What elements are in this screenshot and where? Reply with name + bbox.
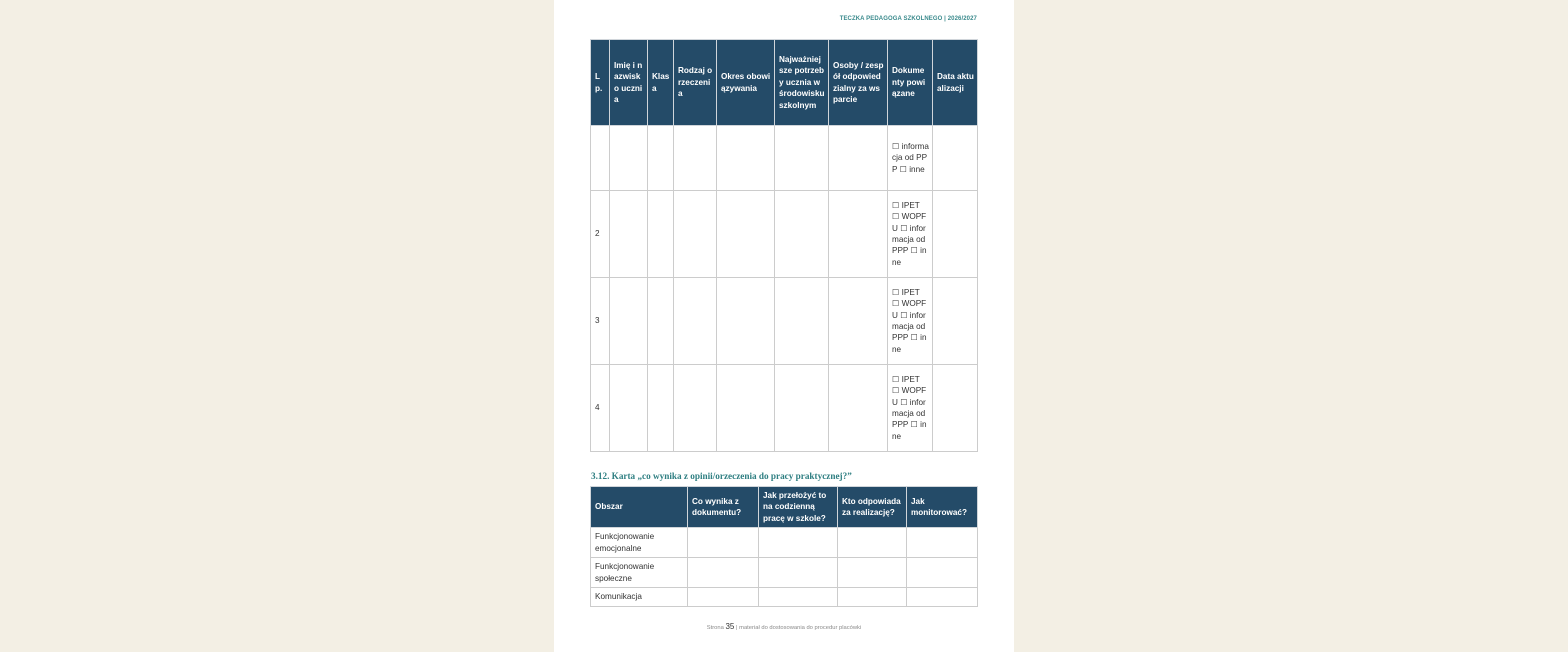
documents-cell: ☐ IPET ☐ WOPFU ☐ informacja od PPP ☐ inne: [888, 278, 933, 365]
empty-cell: [933, 191, 978, 278]
column-header: Obszar: [591, 487, 688, 528]
table-row: [591, 278, 978, 365]
running-header: TECZKA PEDAGOGA SZKOLNEGO | 2026/2027: [839, 16, 977, 22]
empty-cell: [610, 278, 648, 365]
empty-cell: [674, 191, 717, 278]
students-table: [590, 39, 978, 452]
empty-cell: [829, 278, 888, 365]
column-header: Klasa: [648, 40, 674, 126]
empty-cell: [775, 191, 829, 278]
documents-cell: ☐ IPET ☐ WOPFU ☐ informacja od PPP ☐ inne: [888, 365, 933, 452]
row-number-cell: 2: [591, 191, 610, 278]
table-header-row: [591, 487, 978, 528]
practice-card-table: [590, 486, 978, 607]
empty-cell: [648, 191, 674, 278]
empty-cell: [717, 126, 775, 191]
table-row: [591, 558, 978, 588]
column-header: L p.: [591, 40, 610, 126]
empty-cell: [610, 365, 648, 452]
table-row: [591, 365, 978, 452]
empty-cell: [759, 558, 838, 588]
empty-cell: [717, 278, 775, 365]
empty-cell: [610, 191, 648, 278]
empty-cell: [933, 365, 978, 452]
table-row: [591, 191, 978, 278]
column-header: Jak monitorować?: [907, 487, 978, 528]
documents-cell: ☐ IPET ☐ WOPFU ☐ informacja od PPP ☐ inne: [888, 191, 933, 278]
empty-cell: [907, 528, 978, 558]
table-header-row: [591, 40, 978, 126]
area-cell: Funkcjonowanie społeczne: [591, 558, 688, 588]
empty-cell: [688, 558, 759, 588]
column-header: Dokumenty powiązane: [888, 40, 933, 126]
footer-suffix: | materiał do dostosowania do procedur placówki: [736, 625, 862, 631]
empty-cell: [775, 278, 829, 365]
column-header: Imię i nazwisko ucznia: [610, 40, 648, 126]
empty-cell: [610, 126, 648, 191]
table-row: [591, 528, 978, 558]
empty-cell: [775, 365, 829, 452]
page-number: 35: [725, 622, 735, 631]
empty-cell: [829, 126, 888, 191]
empty-cell: [933, 126, 978, 191]
empty-cell: [648, 365, 674, 452]
area-cell: Komunikacja: [591, 588, 688, 607]
empty-cell: [829, 365, 888, 452]
column-header: Rodzaj orzeczenia: [674, 40, 717, 126]
row-number-cell: 4: [591, 365, 610, 452]
empty-cell: [688, 528, 759, 558]
empty-cell: [933, 278, 978, 365]
section-title: 3.12. Karta „co wynika z opinii/orzeczenia do pracy praktycznej?”: [591, 471, 852, 481]
empty-cell: [674, 365, 717, 452]
row-number-cell: [591, 126, 610, 191]
empty-cell: [648, 278, 674, 365]
empty-cell: [759, 588, 838, 607]
column-header: Okres obowiązywania: [717, 40, 775, 126]
column-header: Data aktualizacji: [933, 40, 978, 126]
empty-cell: [838, 528, 907, 558]
column-header: Osoby / zespół odpowiedzialny za wsparcie: [829, 40, 888, 126]
empty-cell: [775, 126, 829, 191]
area-cell: Funkcjonowanie emocjonalne: [591, 528, 688, 558]
empty-cell: [648, 126, 674, 191]
empty-cell: [838, 588, 907, 607]
table-row: [591, 588, 978, 607]
empty-cell: [717, 365, 775, 452]
column-header: Najważniejsze potrzeby ucznia w środowisku szkolnym: [775, 40, 829, 126]
column-header: Jak przełożyć to na codzienną pracę w szkole?: [759, 487, 838, 528]
empty-cell: [674, 126, 717, 191]
page-footer: [554, 622, 1014, 631]
document-page: [554, 0, 1014, 652]
empty-cell: [717, 191, 775, 278]
footer-prefix: Strona: [706, 625, 724, 631]
empty-cell: [907, 588, 978, 607]
empty-cell: [674, 278, 717, 365]
empty-cell: [759, 528, 838, 558]
empty-cell: [688, 588, 759, 607]
empty-cell: [838, 558, 907, 588]
documents-cell: ☐ informacja od PPP ☐ inne: [888, 126, 933, 191]
table-row: [591, 126, 978, 191]
empty-cell: [907, 558, 978, 588]
column-header: Co wynika z dokumentu?: [688, 487, 759, 528]
column-header: Kto odpowiada za realizację?: [838, 487, 907, 528]
empty-cell: [829, 191, 888, 278]
row-number-cell: 3: [591, 278, 610, 365]
